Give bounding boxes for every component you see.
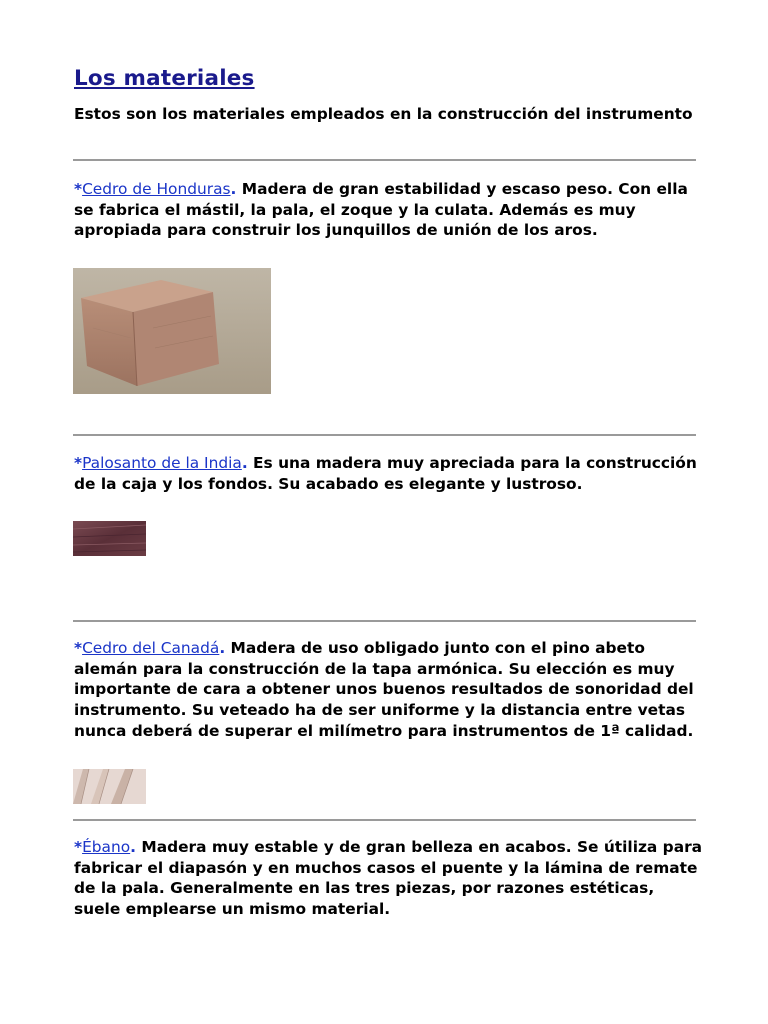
divider: [73, 620, 696, 622]
bullet-star: *: [74, 454, 83, 472]
link-cedro-canada[interactable]: Cedro del Canadá: [82, 639, 220, 657]
link-ebano[interactable]: Ébano: [82, 838, 131, 856]
bullet-star: *: [74, 838, 83, 856]
link-palosanto-india[interactable]: Palosanto de la India: [82, 454, 242, 472]
link-period: .: [130, 838, 137, 856]
bullet-star: *: [74, 639, 83, 657]
material-ebano: [74, 837, 704, 920]
material-cedro-honduras: [74, 179, 704, 241]
material-description: Es una madera muy apreciada para la construcción de la caja y los fondos. Su acabado es elegante y lustroso.: [74, 454, 697, 493]
material-description: Madera muy estable y de gran belleza en acabos. Se útiliza para fabricar el diapasón y en muchos casos el puente y la lámina de remate de la pala. Generalmente en las tres piezas, por razones estéticas, suele emplearse un mismo material.: [74, 838, 703, 919]
material-cedro-canada: [74, 638, 704, 742]
divider: [73, 159, 696, 161]
material-palosanto-india: [74, 453, 704, 494]
material-description: Madera de uso obligado junto con el pino abeto alemán para la construcción de la tapa armónica. Su elección es muy importante de cara a obtener unos buenos resultados de sonoridad del instrumento. Su veteado ha de ser uniforme y la distancia entre vetas nunca deberá de superar el milímetro para instrumentos de 1ª calidad.: [74, 639, 694, 740]
divider: [73, 434, 696, 436]
bullet-star: *: [74, 180, 83, 198]
rosewood-sample-photo: [73, 521, 146, 556]
wood-block-photo: [73, 268, 271, 394]
link-period: .: [230, 180, 237, 198]
page-title[interactable]: Los materiales: [74, 66, 255, 91]
link-period: .: [241, 454, 248, 472]
cedar-planks-photo: [73, 769, 146, 804]
intro-text: Estos son los materiales empleados en la construcción del instrumento: [74, 105, 693, 123]
link-cedro-honduras[interactable]: Cedro de Honduras: [82, 180, 231, 198]
material-description: Madera de gran estabilidad y escaso peso. Con ella se fabrica el mástil, la pala, el zoque y la culata. Además es muy apropiada para construir los junquillos de unión de los aros.: [74, 180, 688, 240]
divider: [73, 819, 696, 821]
link-period: .: [219, 639, 226, 657]
